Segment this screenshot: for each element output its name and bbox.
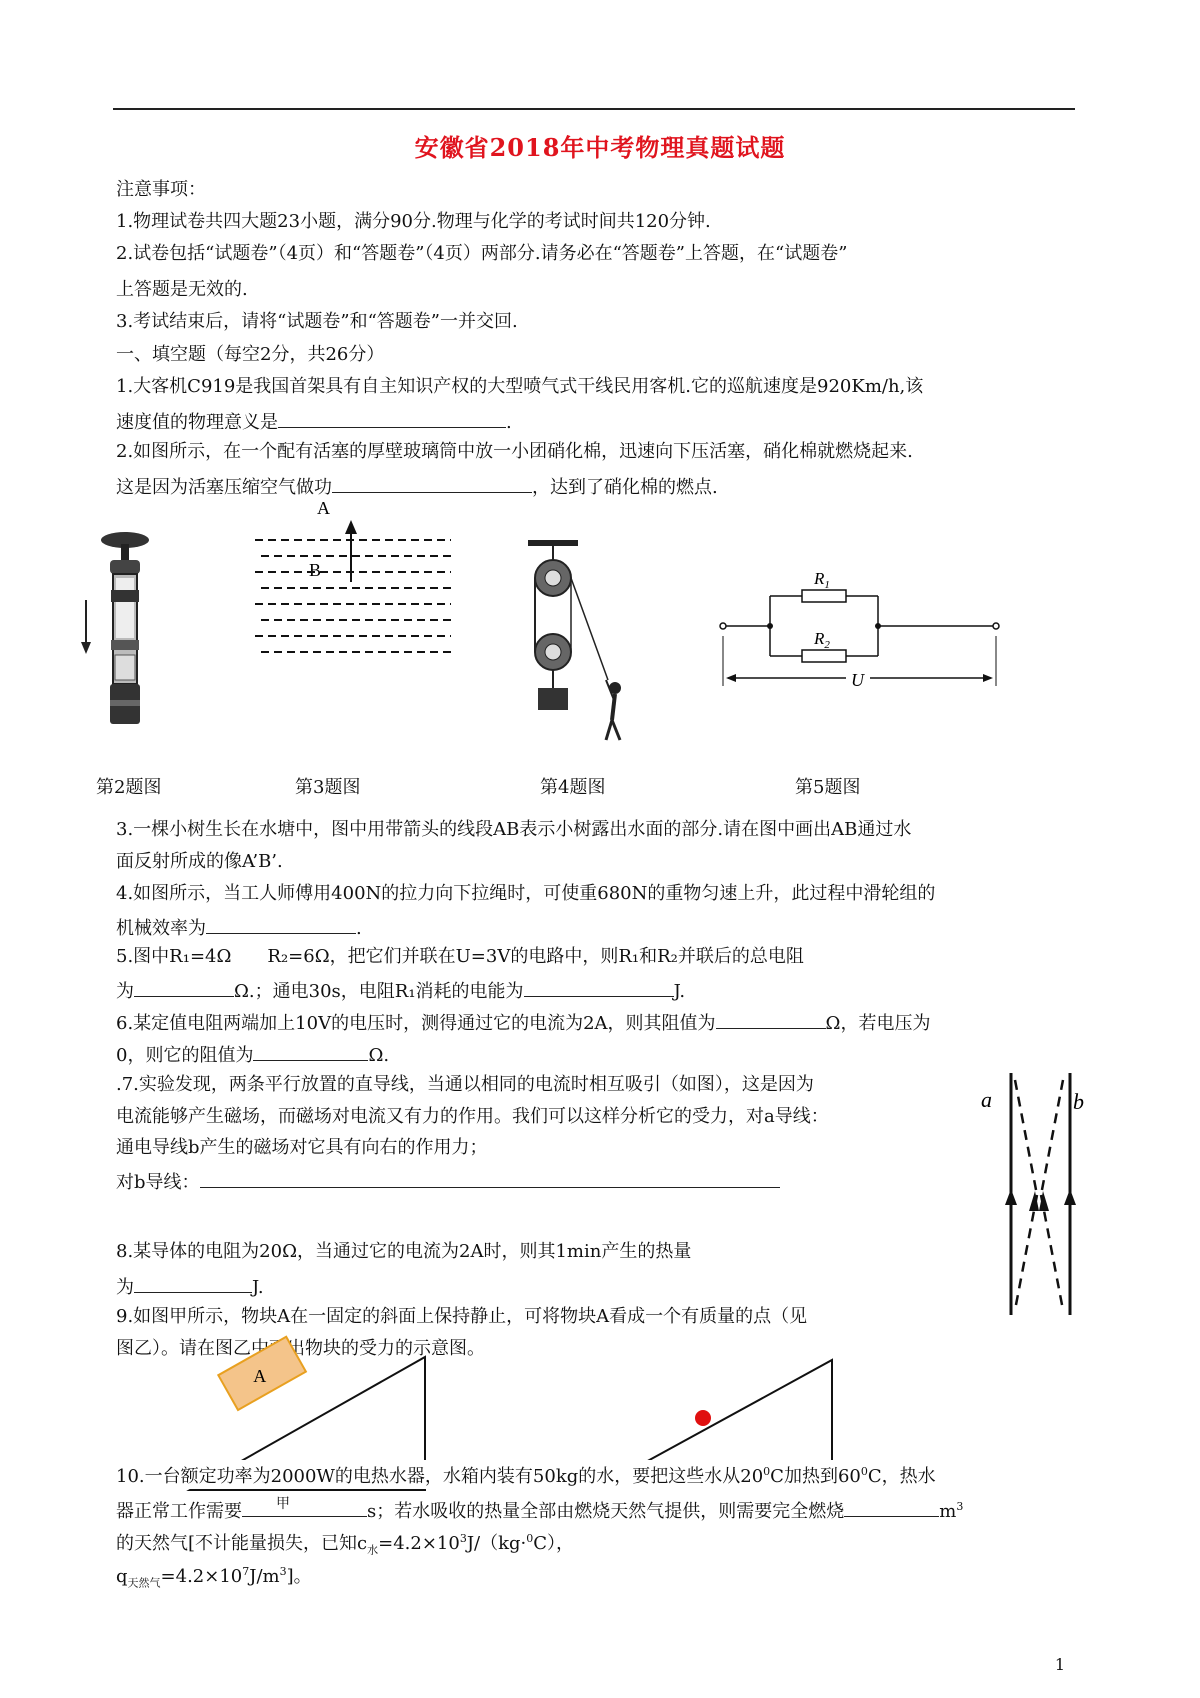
answer-blank[interactable] (278, 408, 506, 428)
answer-blank[interactable] (242, 1497, 367, 1517)
answer-blank[interactable] (206, 914, 356, 934)
q8-line-a: 8.某导体的电阻为20Ω，当通过它的电流为2A时，则其1min产生的热量 (116, 1241, 692, 1262)
q1-line-a: 1.大客机C919是我国首架具有自主知识产权的大型喷气式干线民用客机.它的巡航速度是920Km/h,该 (116, 376, 924, 397)
wire-label-b: b (1073, 1089, 1084, 1114)
fig3-tree-water (255, 500, 495, 690)
note-3: 3.考试结束后，请将“试题卷”和“答题卷”一并交回. (116, 311, 518, 332)
water-surface-lines (255, 540, 451, 652)
q4-line-a: 4.如图所示，当工人师傅用400N的拉力向下拉绳时，可使重680N的重物匀速上升，此过程中滑轮组的 (116, 883, 936, 904)
fig5-label-r2: R (814, 629, 825, 648)
fig7-parallel-wires (975, 1065, 1090, 1320)
fig5-label-r1: R (814, 569, 825, 588)
q10-line-d: $q_{天然气}=4.2\times 10^7J/m^3$]。 (116, 1565, 312, 1590)
fig5-caption: 第5题图 (795, 777, 861, 798)
q9-line-a: 9.如图甲所示，物块A在一固定的斜面上保持静止，可将物块A看成一个有质量的点（见 (116, 1306, 808, 1327)
q3-line-b: 面反射所成的像A’B’. (116, 851, 283, 872)
fig5-parallel-circuit (718, 560, 1018, 700)
q5-line-a: 5.图中R₁=4Ω R₂=6Ω，把它们并联在U=3V的电路中，则R₁和R₂并联后的总电阻 (116, 946, 804, 967)
q9-line-b: 图乙）。请在图乙中画出物块的受力的示意图。 (116, 1338, 485, 1359)
q5-line-b: 为 Ω.；通电30s，电阻R₁消耗的电能为 J. (116, 977, 685, 1004)
q2-line-b: 这是因为活塞压缩空气做功 ，达到了硝化棉的燃点. (116, 473, 718, 500)
q7-line-c: 通电导线b产生的磁场对它具有向右的作用力； (116, 1137, 488, 1158)
answer-blank[interactable] (134, 977, 234, 997)
header-rule (113, 108, 1075, 110)
fig4-caption: 第4题图 (540, 777, 606, 798)
note-2a: 2.试卷包括“试题卷”（4页）和“答题卷”（4页）两部分.请务必在“答题卷”上答题，在“试题卷” (116, 243, 848, 264)
fig3-label-b: B (309, 560, 322, 580)
fig2-piston-cylinder (80, 530, 150, 740)
note-2b: 上答题是无效的. (116, 279, 248, 300)
point-mass (695, 1410, 711, 1426)
q7-line-b: 电流能够产生磁场，而磁场对电流又有力的作用。我们可以这样分析它的受力，对a导线： (116, 1106, 829, 1127)
q7-line-a: .7.实验发现，两条平行放置的直导线，当通以相同的电流时相互吸引（如图），这是因为 (116, 1074, 814, 1095)
q10-line-b: 器正常工作需要 s；若水吸收的热量全部由燃烧天然气提供，则需要完全燃烧 $m^3$ (116, 1495, 963, 1524)
q4-line-b: 机械效率为 . (116, 914, 362, 941)
fig4-pulley-worker (520, 540, 630, 745)
answer-blank[interactable] (844, 1497, 939, 1517)
q6-line-b: 0，则它的阻值为 Ω. (116, 1041, 389, 1068)
answer-blank[interactable] (524, 977, 674, 997)
svg-text:A: A (253, 1365, 267, 1386)
q2-line-a: 2.如图所示，在一个配有活塞的厚壁玻璃筒中放一小团硝化棉，迅速向下压活塞，硝化棉就燃烧起来. (116, 441, 913, 462)
answer-blank[interactable] (716, 1009, 826, 1029)
q3-line-a: 3.一棵小树生长在水塘中，图中用带箭头的线段AB表示小树露出水面的部分.请在图中画出AB通过水 (116, 819, 912, 840)
q1-line-b: 速度值的物理意义是 . (116, 408, 512, 435)
wire-label-a: a (981, 1087, 992, 1112)
svg-text:R1: $R_1$ (814, 569, 830, 591)
q6-line-a: 6.某定值电阻两端加上10V的电压时，测得通过它的电流为2A，则其阻值为 Ω，若电压为 (116, 1009, 930, 1036)
q7-line-d: 对b导线： (116, 1168, 780, 1195)
fig3-caption: 第3题图 (295, 777, 361, 798)
answer-blank[interactable] (200, 1168, 780, 1188)
section-fill-in-heading: 一、填空题（每空2分，共26分） (116, 344, 385, 365)
svg-text:R2: $R_2$ (814, 629, 830, 651)
fig2-caption: 第2题图 (96, 777, 162, 798)
fig5-label-u: U (851, 670, 864, 690)
q8-line-b: 为 J. (116, 1273, 264, 1300)
fig9-label-jia: 甲 (276, 1496, 290, 1512)
answer-blank[interactable] (332, 473, 532, 493)
q10-line-c: 的天然气[不计能量损失，已知$c_水=4.2\times 10^3J/(kg\cdot^0C)$， (116, 1532, 575, 1557)
note-1: 1.物理试卷共四大题23小题，满分90分.物理与化学的考试时间共120分钟. (116, 211, 711, 232)
answer-blank[interactable] (134, 1273, 252, 1293)
fig3-label-a: A (317, 498, 330, 518)
answer-blank[interactable] (253, 1041, 368, 1061)
page-number: 1 (1054, 1655, 1065, 1674)
q10-line-a: 10.一台额定功率为2000W的电热水器，水箱内装有50kg的水，要把这些水从$20^0C$加热到$60^0C$，热水 (116, 1460, 936, 1489)
page-title: 安徽省2018年中考物理真题试题 (414, 133, 786, 162)
notes-heading: 注意事项： (116, 179, 206, 200)
